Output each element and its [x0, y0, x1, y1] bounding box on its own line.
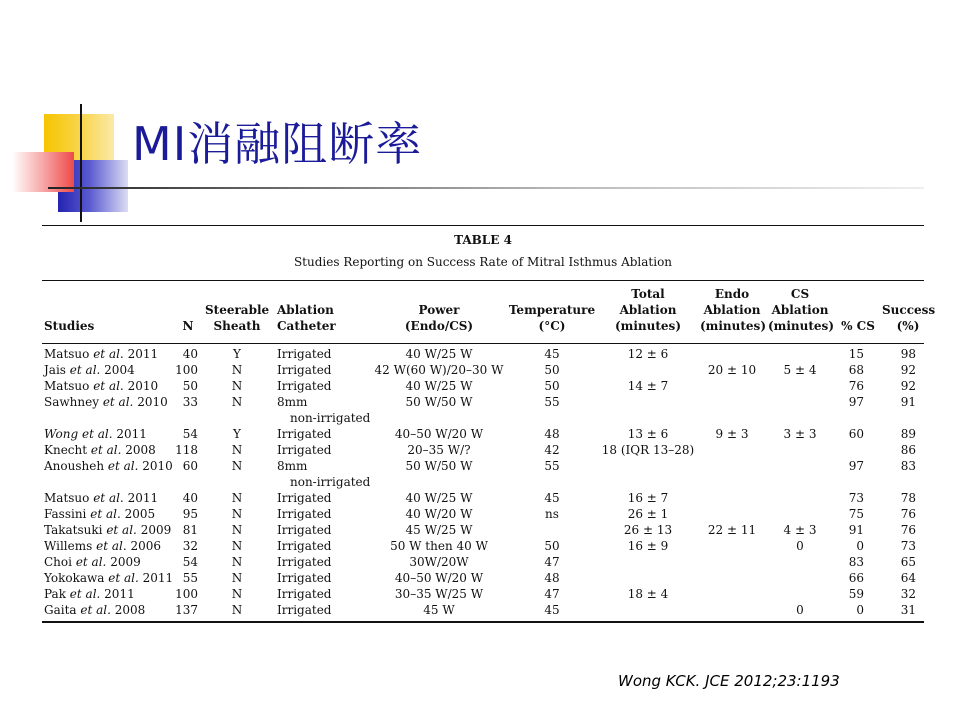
cell-catheter: Irrigated [277, 571, 332, 585]
study-author: Wong [44, 427, 79, 441]
cell-temp: 48 [544, 427, 560, 441]
cell-temp: 50 [544, 379, 560, 393]
cell-total: 12 ± 6 [627, 347, 669, 361]
header-success-line2: (%) [896, 319, 920, 333]
cell-temp: 48 [544, 571, 560, 585]
study-author: Willems [44, 539, 93, 553]
cell-study [44, 491, 158, 505]
study-author: Takatsuki [44, 523, 103, 537]
cell-study [44, 507, 155, 521]
cell-power: 20–35 W/? [407, 443, 471, 457]
cell-n: 118 [175, 443, 198, 457]
study-year: 2008 [125, 443, 156, 457]
cell-study [44, 363, 135, 377]
cell-total: 18 (IQR 13–28) [601, 443, 695, 457]
cell-study [44, 587, 135, 601]
cell-cs: 3 ± 3 [783, 427, 817, 441]
study-et-al: et al. [93, 491, 124, 505]
cell-study [44, 555, 141, 569]
cell-power: 40 W/25 W [405, 379, 473, 393]
cell-pct-cs: 97 [848, 395, 864, 409]
cell-temp: 47 [544, 555, 560, 569]
cell-success: 86 [900, 443, 916, 457]
cell-pct-cs: 75 [848, 507, 864, 521]
cell-success: 98 [900, 347, 916, 361]
cell-sheath: N [231, 379, 243, 393]
study-et-al: et al. [69, 587, 101, 601]
cell-sheath: N [231, 363, 243, 377]
cell-catheter: Irrigated [277, 555, 332, 569]
cell-cs: 4 ± 3 [783, 523, 817, 537]
header-catheter-line1: Ablation [277, 303, 334, 317]
cell-success: 91 [900, 395, 916, 409]
study-et-al: et al. [107, 459, 139, 473]
study-year: 2004 [104, 363, 135, 377]
cell-n: 100 [175, 587, 198, 601]
cell-endo: 22 ± 11 [707, 523, 757, 537]
cell-total: 16 ± 7 [627, 491, 669, 505]
study-author: Matsuo [44, 491, 90, 505]
cell-catheter: Irrigated [277, 507, 332, 521]
study-author: Gaita [44, 603, 77, 617]
cell-pct-cs: 68 [848, 363, 864, 377]
cell-success: 92 [900, 379, 916, 393]
title-decoration-vertical-line [80, 104, 82, 222]
header-total-line3: (minutes) [615, 319, 681, 333]
cell-n: 50 [182, 379, 198, 393]
cell-total: 26 ± 13 [623, 523, 673, 537]
citation: Wong KCK. JCE 2012;23:1193 [618, 672, 840, 690]
study-author: Matsuo [44, 379, 90, 393]
cell-study [44, 523, 171, 537]
header-endo-line1: Endo [714, 287, 750, 301]
cell-n: 137 [175, 603, 198, 617]
cell-cs: 0 [796, 539, 804, 553]
cell-n: 33 [182, 395, 198, 409]
study-et-al: et al. [93, 347, 124, 361]
cell-catheter-line2: non-irrigated [290, 475, 371, 489]
cell-n: 81 [182, 523, 198, 537]
cell-endo: 9 ± 3 [715, 427, 749, 441]
cell-endo: 20 ± 10 [707, 363, 757, 377]
study-year: 2008 [114, 603, 146, 617]
header-total-line2: Ablation [619, 303, 677, 317]
study-year: 2011 [127, 347, 159, 361]
cell-power: 40 W/25 W [405, 347, 473, 361]
cell-temp: 50 [544, 539, 560, 553]
header-catheter-line2: Catheter [277, 319, 336, 333]
study-author: Sawhney [44, 395, 99, 409]
cell-study [44, 379, 158, 393]
header-endo-line3: (minutes) [700, 319, 766, 333]
cell-success: 76 [900, 507, 916, 521]
study-year: 2009 [140, 523, 172, 537]
cell-pct-cs: 0 [856, 539, 864, 553]
cell-catheter-line2: non-irrigated [290, 411, 371, 425]
cell-success: 83 [900, 459, 916, 473]
cell-total: 13 ± 6 [627, 427, 669, 441]
study-year: 2010 [127, 379, 159, 393]
cell-total: 26 ± 1 [627, 507, 669, 521]
cell-n: 60 [182, 459, 198, 473]
cell-study [44, 427, 147, 441]
study-author: Anousheh [44, 459, 105, 473]
cell-catheter: Irrigated [277, 539, 332, 553]
study-year: 2011 [104, 587, 135, 601]
cell-power: 50 W then 40 W [390, 539, 488, 553]
table-top-rule [42, 225, 924, 226]
cell-n: 100 [175, 363, 198, 377]
cell-success: 76 [900, 523, 916, 537]
header-pct-cs: % CS [841, 319, 875, 333]
header-total-line1: Total [631, 287, 665, 301]
cell-sheath: N [231, 459, 243, 473]
cell-catheter: 8mm [277, 395, 308, 409]
cell-sheath: N [231, 603, 243, 617]
cell-temp: ns [545, 507, 559, 521]
cell-total: 16 ± 9 [627, 539, 669, 553]
cell-pct-cs: 60 [848, 427, 864, 441]
cell-pct-cs: 15 [848, 347, 864, 361]
cell-temp: 45 [544, 603, 560, 617]
study-et-al: et al. [69, 363, 101, 377]
header-success-line1: Success [882, 303, 936, 317]
cell-success: 65 [900, 555, 916, 569]
study-year: 2011 [127, 491, 159, 505]
cell-catheter: 8mm [277, 459, 308, 473]
study-author: Fassini [44, 507, 87, 521]
cell-pct-cs: 76 [848, 379, 864, 393]
cell-temp: 42 [544, 443, 560, 457]
study-et-al: et al. [102, 395, 134, 409]
cell-power: 50 W/50 W [405, 459, 473, 473]
cell-power: 45 W/25 W [405, 523, 473, 537]
cell-catheter: Irrigated [277, 363, 332, 377]
cell-study [44, 603, 145, 617]
cell-catheter: Irrigated [277, 523, 332, 537]
cell-sheath: N [231, 491, 243, 505]
cell-power: 50 W/50 W [405, 395, 473, 409]
study-year: 2009 [110, 555, 141, 569]
header-endo-line2: Ablation [703, 303, 761, 317]
header-cs-line3: (minutes) [768, 319, 834, 333]
header-cs-line2: Ablation [771, 303, 829, 317]
cell-catheter: Irrigated [277, 379, 332, 393]
cell-power: 40 W/25 W [405, 491, 473, 505]
cell-catheter: Irrigated [277, 427, 332, 441]
cell-sheath: N [231, 587, 243, 601]
cell-total: 14 ± 7 [627, 379, 669, 393]
cell-pct-cs: 91 [848, 523, 864, 537]
header-power-line2: (Endo/CS) [404, 319, 474, 333]
cell-catheter: Irrigated [277, 347, 332, 361]
cell-success: 31 [900, 603, 916, 617]
cell-success: 73 [900, 539, 916, 553]
header-cs-line1: CS [790, 287, 810, 301]
header-power-line1: Power [418, 303, 460, 317]
cell-temp: 55 [544, 395, 560, 409]
cell-success: 89 [900, 427, 916, 441]
table-caption: Studies Reporting on Success Rate of Mitral Isthmus Ablation [293, 255, 673, 269]
cell-catheter: Irrigated [277, 491, 332, 505]
cell-study [44, 347, 158, 361]
cell-study [44, 443, 156, 457]
study-author: Knecht [44, 443, 88, 457]
title-decoration-red-square [12, 152, 74, 192]
cell-n: 54 [182, 427, 198, 441]
cell-success: 78 [900, 491, 916, 505]
cell-n: 54 [182, 555, 198, 569]
cell-pct-cs: 0 [856, 603, 864, 617]
cell-power: 30–35 W/25 W [394, 587, 484, 601]
cell-power: 40–50 W/20 W [394, 571, 484, 585]
slide-title: MI消融阻断率 [132, 117, 423, 171]
cell-sheath: Y [233, 427, 241, 441]
cell-study [44, 539, 161, 553]
cell-study [44, 459, 173, 473]
header-n: N [182, 319, 194, 333]
cell-power: 42 W(60 W)/20–30 W [374, 363, 504, 377]
study-year: 2006 [130, 539, 162, 553]
table-bottom-rule [42, 621, 924, 623]
cell-power: 45 W [423, 603, 455, 617]
cell-temp: 50 [544, 363, 560, 377]
cell-catheter: Irrigated [277, 587, 332, 601]
study-et-al: et al. [90, 507, 121, 521]
study-author: Matsuo [44, 347, 90, 361]
header-top-rule [42, 280, 924, 281]
cell-temp: 55 [544, 459, 560, 473]
header-studies: Studies [44, 319, 95, 333]
title-underline [48, 187, 924, 189]
study-author: Pak [44, 587, 66, 601]
cell-cs: 0 [796, 603, 804, 617]
cell-n: 32 [182, 539, 198, 553]
cell-power: 30W/20W [409, 555, 469, 569]
study-et-al: et al. [106, 523, 137, 537]
study-author: Yokokawa [44, 571, 105, 585]
cell-success: 92 [900, 363, 916, 377]
study-author: Jais [44, 363, 66, 377]
cell-sheath: N [231, 395, 243, 409]
study-et-al: et al. [108, 571, 139, 585]
study-et-al: et al. [75, 555, 107, 569]
study-et-al: et al. [81, 427, 113, 441]
cell-n: 40 [182, 347, 198, 361]
study-et-al: et al. [90, 443, 122, 457]
study-year: 2005 [124, 507, 156, 521]
cell-n: 40 [182, 491, 198, 505]
header-sheath-line2: Sheath [213, 319, 261, 333]
header-sheath-line1: Steerable [205, 303, 270, 317]
cell-sheath: N [231, 571, 243, 585]
cell-study [44, 571, 173, 585]
study-year: 2011 [142, 571, 174, 585]
cell-n: 55 [182, 571, 198, 585]
table-title: TABLE 4 [454, 233, 512, 247]
cell-total: 18 ± 4 [627, 587, 669, 601]
cell-pct-cs: 83 [848, 555, 864, 569]
study-year: 2010 [142, 459, 173, 473]
study-et-al: et al. [96, 539, 127, 553]
study-author: Choi [44, 555, 72, 569]
cell-catheter: Irrigated [277, 443, 332, 457]
cell-pct-cs: 59 [848, 587, 864, 601]
cell-pct-cs: 66 [848, 571, 864, 585]
cell-success: 64 [900, 571, 916, 585]
cell-study [44, 395, 168, 409]
cell-cs: 5 ± 4 [783, 363, 817, 377]
study-et-al: et al. [80, 603, 111, 617]
cell-power: 40–50 W/20 W [394, 427, 484, 441]
cell-temp: 47 [544, 587, 560, 601]
cell-pct-cs: 97 [848, 459, 864, 473]
cell-pct-cs: 73 [848, 491, 864, 505]
header-temperature-line1: Temperature [508, 303, 596, 317]
cell-sheath: N [231, 555, 243, 569]
header-temperature-line2: (°C) [538, 319, 566, 333]
cell-temp: 45 [544, 347, 560, 361]
study-et-al: et al. [93, 379, 124, 393]
cell-sheath: N [231, 539, 243, 553]
cell-sheath: Y [233, 347, 241, 361]
cell-sheath: N [231, 443, 243, 457]
cell-n: 95 [182, 507, 198, 521]
cell-sheath: N [231, 523, 243, 537]
header-bottom-rule [42, 343, 924, 344]
study-year: 2011 [116, 427, 147, 441]
cell-sheath: N [231, 507, 243, 521]
cell-temp: 45 [544, 491, 560, 505]
study-year: 2010 [137, 395, 168, 409]
cell-power: 40 W/20 W [405, 507, 473, 521]
cell-catheter: Irrigated [277, 603, 332, 617]
cell-success: 32 [900, 587, 916, 601]
